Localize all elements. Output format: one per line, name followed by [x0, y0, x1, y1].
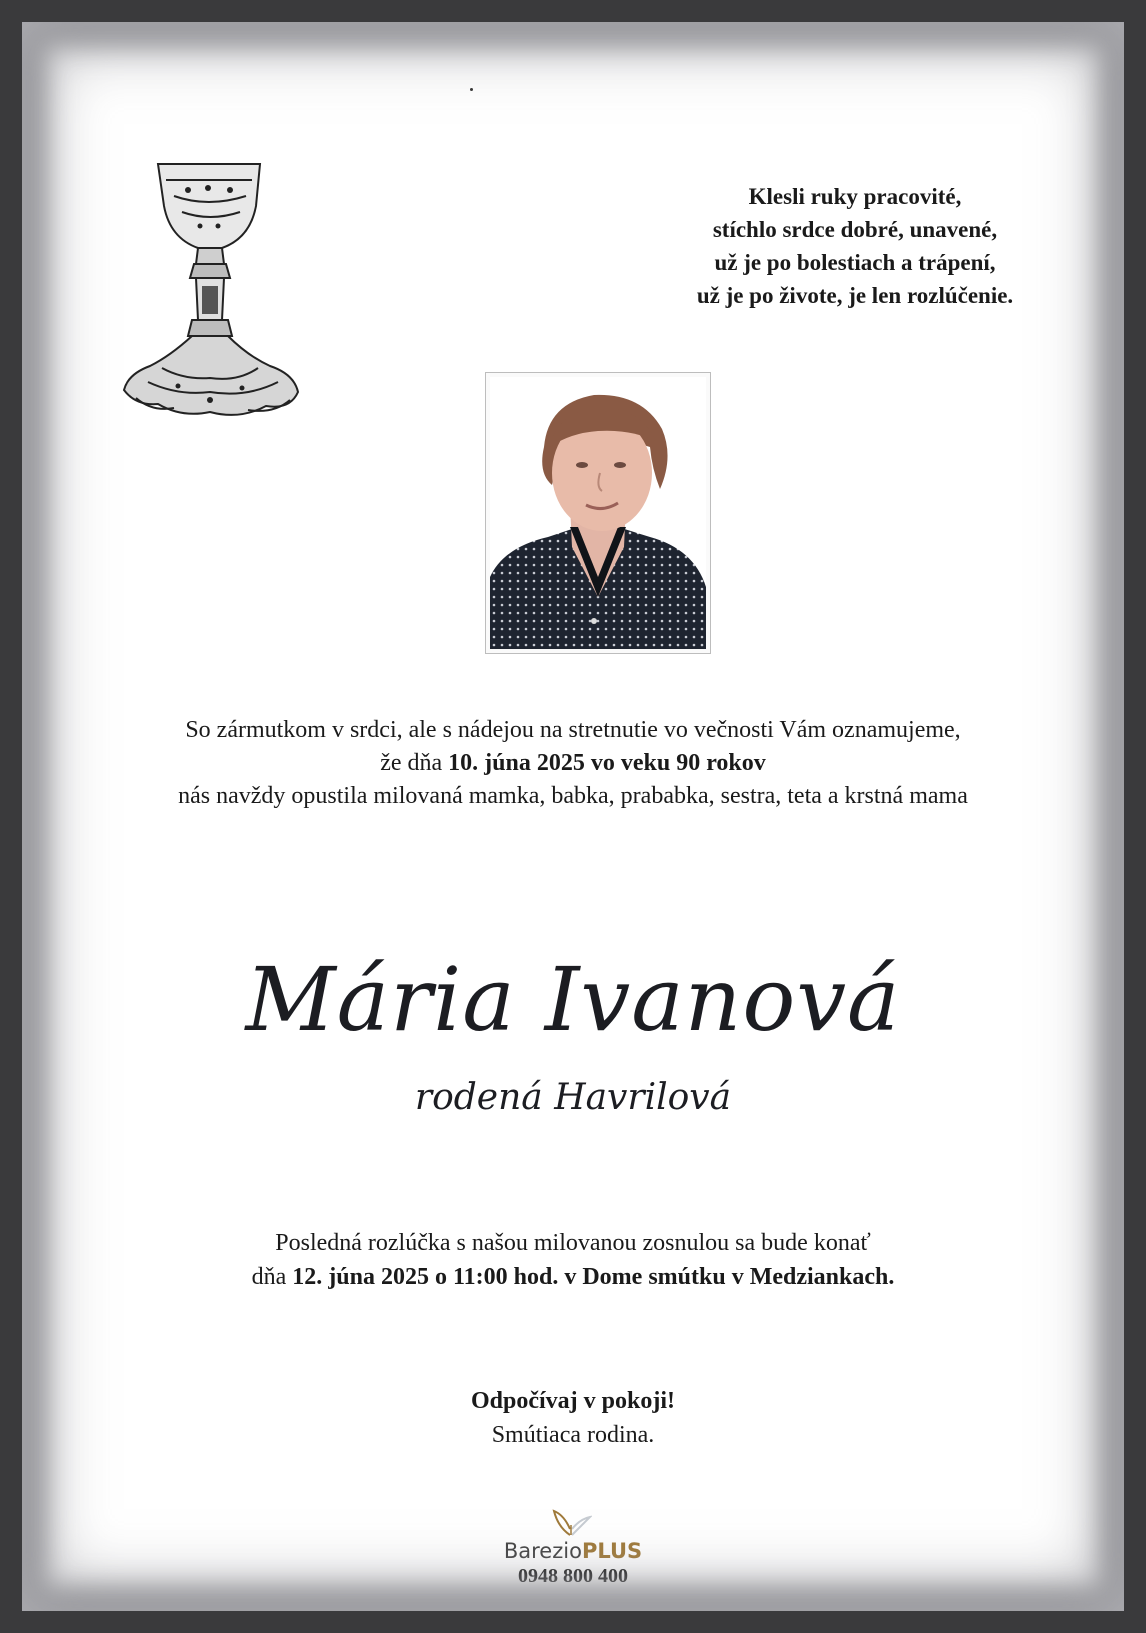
poem-line: už je po bolestiach a trápení, — [714, 250, 996, 275]
portrait-photo — [490, 377, 706, 649]
funeral-line-2 — [60, 1260, 1086, 1294]
announcement-line-3: nás navždy opustila milovaná mamka, babka, prababka, sestra, teta a krstná mama — [178, 783, 968, 809]
speck — [470, 88, 473, 91]
poem — [640, 180, 1070, 312]
announcement-line-2 — [60, 747, 1086, 780]
chalice-icon — [118, 160, 318, 430]
butterfly-icon — [550, 1505, 592, 1539]
phone-number: 0948 800 400 — [518, 1565, 628, 1587]
poem-line: už je po živote, je len rozlúčenie. — [696, 283, 1014, 308]
brand-name: Barezio — [503, 1539, 582, 1563]
announcement-date-prefix: že dňa — [380, 750, 449, 776]
funeral-date-prefix: dňa — [251, 1264, 293, 1290]
closing — [60, 1384, 1086, 1452]
death-announcement — [60, 714, 1086, 813]
funeral-line-1: Posledná rozlúčka s našou milovanou zosnulou sa bude konať — [275, 1230, 871, 1256]
brand-logo-text — [400, 1538, 746, 1564]
rest-in-peace: Odpočívaj v pokoji! — [470, 1388, 676, 1414]
funeral-info — [60, 1226, 1086, 1294]
family-signature: Smútiaca rodina. — [491, 1422, 655, 1448]
announcement-line-1: So zármutkom v srdci, ale s nádejou na stretnutie vo večnosti Vám oznamujeme, — [185, 717, 961, 743]
poem-line: Klesli ruky pracovité, — [748, 184, 962, 209]
brand-accent: PLUS — [581, 1539, 643, 1563]
poem-line: stíchlo srdce dobré, unavené, — [712, 217, 998, 242]
portrait-frame — [485, 372, 711, 654]
deceased-name: Mária Ivanová — [245, 948, 901, 1051]
maiden-name: rodená Havrilová — [414, 1077, 732, 1118]
death-date-age: 10. júna 2025 vo veku 90 rokov — [448, 750, 766, 776]
funeral-date-place: 12. júna 2025 o 11:00 hod. v Dome smútku v Medziankach. — [292, 1264, 895, 1290]
